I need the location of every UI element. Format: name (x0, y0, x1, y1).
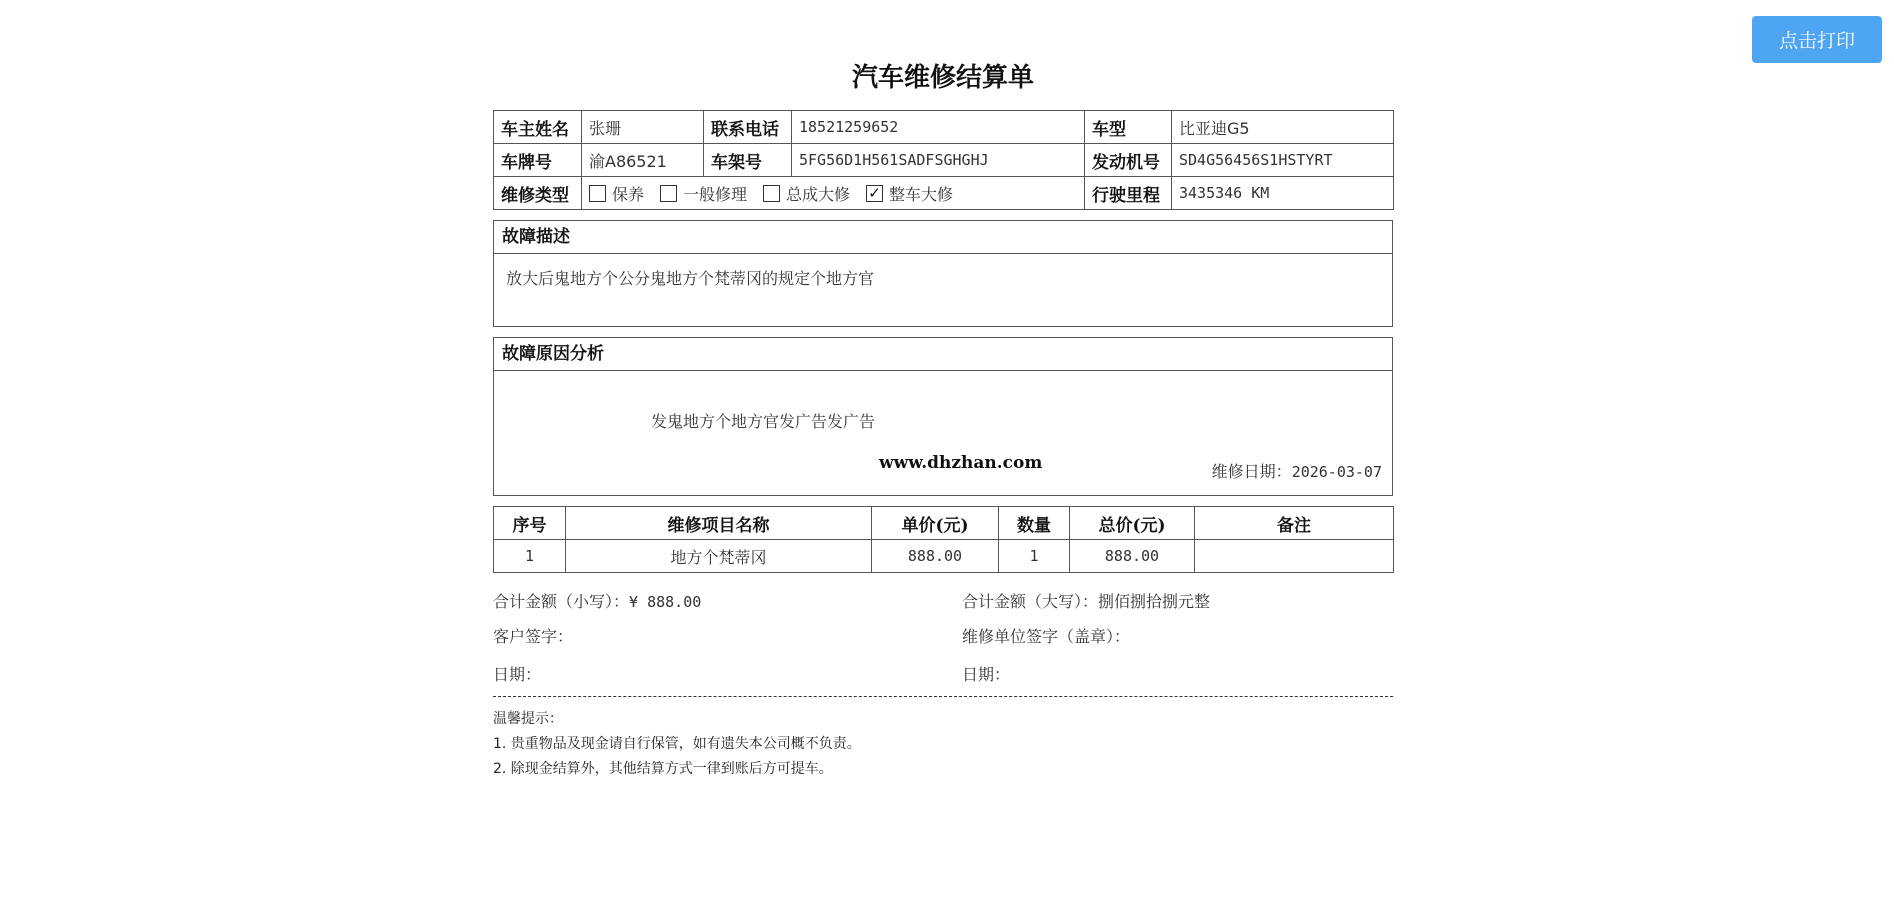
phone-value: 18521259652 (792, 111, 1085, 144)
total-small (493, 589, 701, 612)
col-header-qty: 数量 (999, 507, 1070, 540)
repair-type-label-overhaul: 整车大修 (889, 184, 954, 204)
fault-cause-header: 故障原因分析 (494, 338, 1392, 371)
repair-date (1212, 459, 1382, 482)
customer-signature: 客户签字： (493, 627, 574, 646)
info-row-1 (494, 111, 1394, 144)
info-row-2 (494, 144, 1394, 177)
row-no: 1 (494, 540, 566, 573)
model-label: 车型 (1085, 111, 1172, 144)
watermark-text: www.dhzhan.com (879, 453, 1043, 473)
total-big-value: 捌佰捌拾捌元整 (1098, 592, 1211, 611)
repair-type-maintenance[interactable] (589, 182, 644, 205)
tips-title: 温馨提示： (493, 711, 563, 727)
owner-name-value: 张珊 (582, 111, 704, 144)
tip-item: 1. 贵重物品及现金请自行保管，如有遗失本公司概不负责。 (493, 736, 861, 752)
fault-description-header: 故障描述 (494, 221, 1392, 254)
checkbox-icon[interactable] (589, 185, 606, 202)
checkbox-icon[interactable] (660, 185, 677, 202)
plate-label: 车牌号 (494, 144, 582, 177)
repair-date-label: 维修日期： (1211, 462, 1292, 481)
tips-section (493, 707, 1393, 782)
col-header-total: 总价(元) (1070, 507, 1195, 540)
repair-items-table (493, 506, 1394, 573)
repair-date-value: 2026-03-07 (1291, 463, 1382, 481)
total-small-value: ¥ 888.00 (629, 593, 702, 611)
checkbox-checked-icon[interactable]: ✓ (866, 185, 883, 202)
repair-type-assembly[interactable] (763, 182, 850, 205)
row-total: 888.00 (1070, 540, 1195, 573)
settlement-sheet (493, 50, 1393, 782)
total-big-label: 合计金额（大写）： (962, 592, 1099, 611)
col-header-note: 备注 (1195, 507, 1394, 540)
date-right: 日期： (962, 665, 1011, 684)
document-title: 汽车维修结算单 (851, 63, 1034, 93)
summary-section (493, 573, 1393, 697)
phone-label: 联系电话 (704, 111, 792, 144)
row-note (1195, 540, 1394, 573)
col-header-price: 单价(元) (872, 507, 999, 540)
unit-signature: 维修单位签字（盖章）： (962, 627, 1131, 646)
tip-item: 2. 除现金结算外，其他结算方式一律到账后方可提车。 (493, 761, 833, 777)
table-row (494, 540, 1394, 573)
row-qty: 1 (999, 540, 1070, 573)
date-left: 日期： (493, 665, 542, 684)
total-small-label: 合计金额（小写）： (493, 592, 630, 611)
col-header-name: 维修项目名称 (566, 507, 872, 540)
vin-label: 车架号 (704, 144, 792, 177)
repair-type-options (582, 177, 1085, 210)
model-value: 比亚迪G5 (1172, 111, 1394, 144)
repair-type-label-general: 一般修理 (683, 184, 748, 204)
engine-value: SD4G56456S1HSTYRT (1172, 144, 1394, 177)
owner-name-label: 车主姓名 (494, 111, 582, 144)
vehicle-info-table (493, 110, 1394, 210)
fault-cause-text: 发鬼地方个地方官发广告发广告 (651, 412, 876, 431)
engine-label: 发动机号 (1085, 144, 1172, 177)
row-price: 888.00 (872, 540, 999, 573)
fault-cause-box (493, 337, 1393, 496)
items-header-row (494, 507, 1394, 540)
repair-type-label: 维修类型 (494, 177, 582, 210)
mileage-value: 3435346 KM (1172, 177, 1394, 210)
repair-type-label-assembly: 总成大修 (786, 184, 851, 204)
checkbox-icon[interactable] (763, 185, 780, 202)
fault-cause-body (494, 371, 1392, 495)
fault-description-text: 放大后鬼地方个公分鬼地方个梵蒂冈的规定个地方官 (506, 269, 875, 288)
print-button[interactable]: 点击打印 (1752, 16, 1882, 63)
total-big (962, 589, 1210, 612)
col-header-no: 序号 (494, 507, 566, 540)
plate-value: 渝A86521 (582, 144, 704, 177)
repair-type-label-maintenance: 保养 (612, 184, 645, 204)
repair-type-general[interactable] (660, 182, 747, 205)
mileage-label: 行驶里程 (1085, 177, 1172, 210)
repair-type-overhaul[interactable] (866, 182, 953, 205)
row-name: 地方个梵蒂冈 (566, 540, 872, 573)
vin-value: 5FG56D1H561SADFSGHGHJ (792, 144, 1085, 177)
info-row-3 (494, 177, 1394, 210)
fault-description-box (493, 220, 1393, 327)
